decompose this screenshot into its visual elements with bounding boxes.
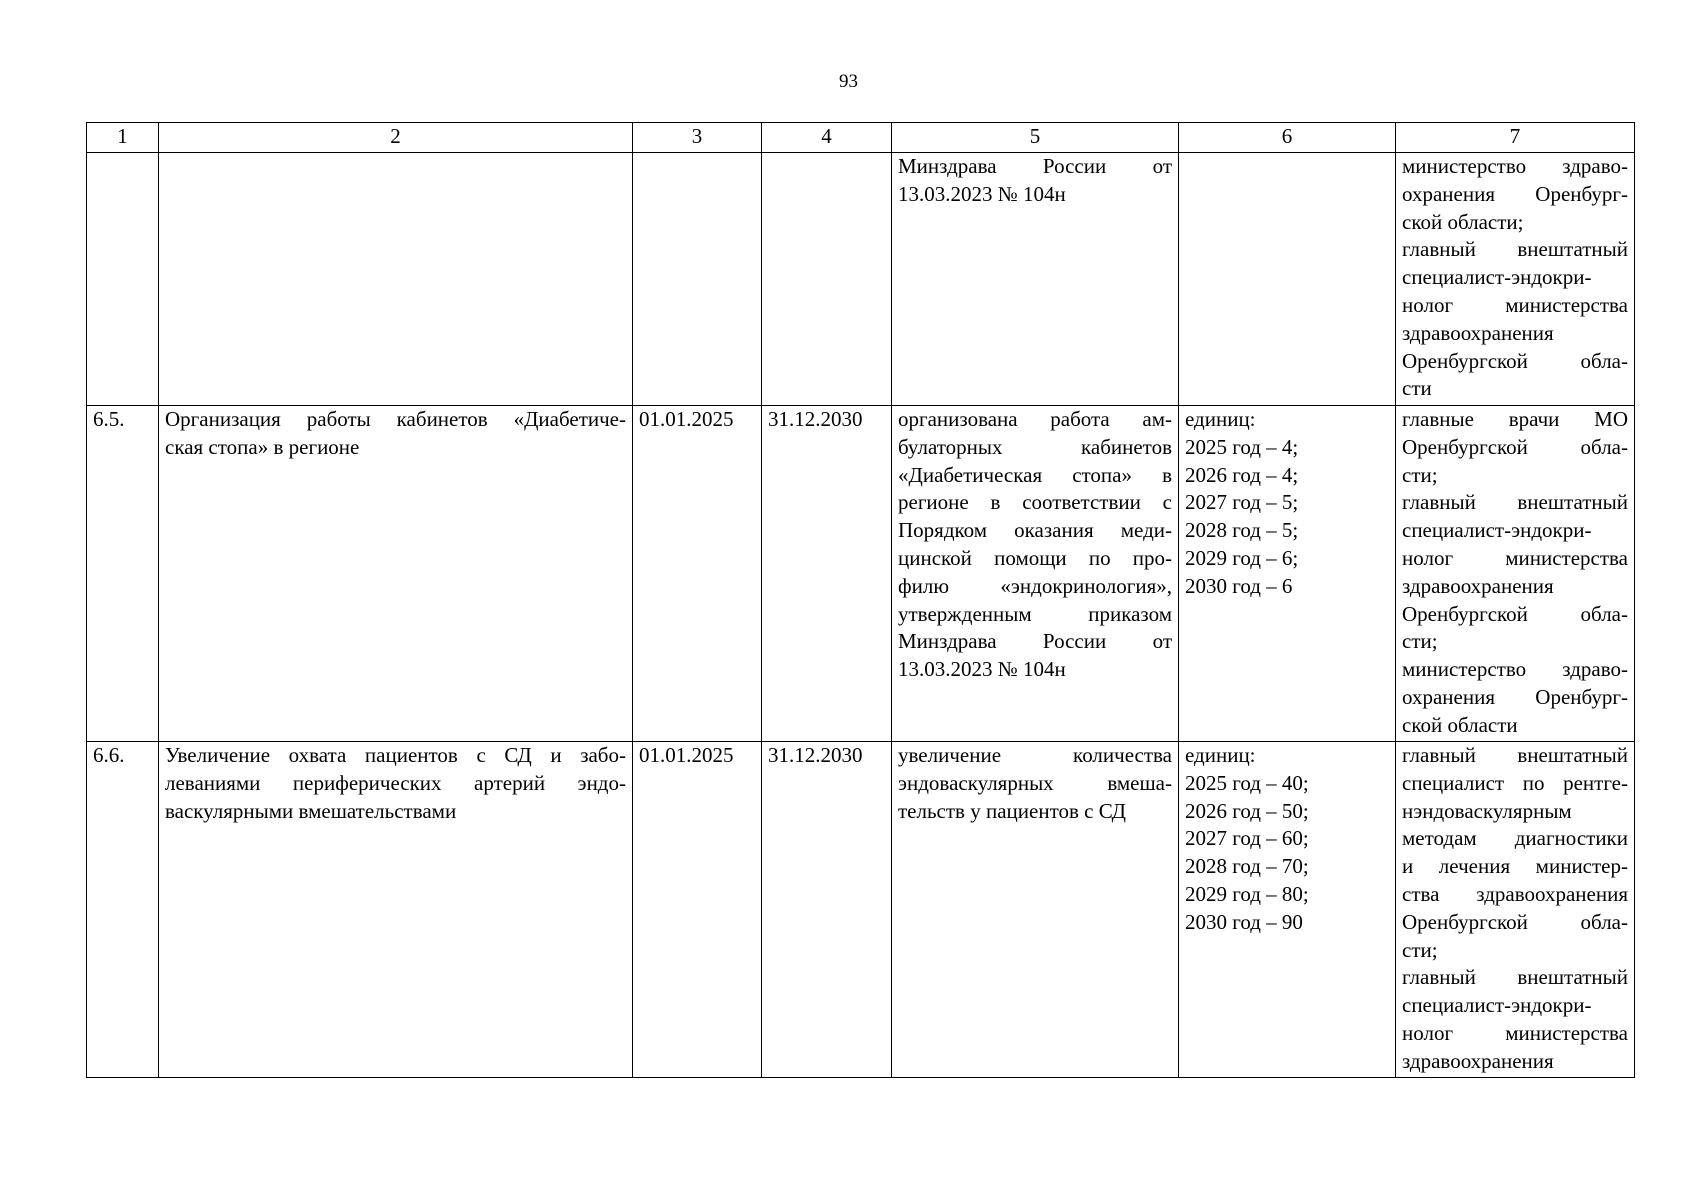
column-header-1: 1 bbox=[87, 123, 159, 153]
result-line: организована работа ам- bbox=[898, 407, 1172, 431]
result-line: регионе в соответствии с bbox=[898, 490, 1172, 515]
indicator-line: 2025 год – 40; bbox=[1185, 770, 1309, 795]
end-date-cell: 31.12.2030 bbox=[762, 406, 892, 742]
responsible-cell bbox=[1396, 742, 1635, 1078]
result-cell bbox=[892, 406, 1179, 742]
responsible-line: и лечения министер- bbox=[1402, 854, 1628, 879]
table-row bbox=[87, 742, 1635, 1078]
responsible-cell bbox=[1396, 406, 1635, 742]
result-line: увеличение количества bbox=[898, 743, 1172, 767]
start-date-cell bbox=[633, 153, 762, 406]
result-line: эндоваскулярных вмеша- bbox=[898, 770, 1172, 795]
measure-name-line: леваниями периферических артерий эндо- bbox=[165, 770, 626, 795]
responsible-line: охранения Оренбург- bbox=[1402, 181, 1628, 206]
end-date-cell: 31.12.2030 bbox=[762, 742, 892, 1078]
measure-name-line: ская стопа» в регионе bbox=[165, 434, 360, 459]
result-line: Минздрава России от bbox=[898, 629, 1172, 654]
responsible-line: здравоохранения bbox=[1402, 320, 1554, 345]
responsible-line: главный внештатный bbox=[1402, 965, 1628, 990]
result-line: цинской помощи по про- bbox=[898, 545, 1172, 570]
responsible-line: специалист по рентге- bbox=[1402, 770, 1628, 795]
indicator-line: 2030 год – 6 bbox=[1185, 573, 1293, 598]
responsible-line: ства здравоохранения bbox=[1402, 881, 1628, 906]
result-line: Порядком оказания меди- bbox=[898, 518, 1172, 543]
column-header-5: 5 bbox=[892, 123, 1179, 153]
measure-name-cell bbox=[159, 406, 633, 742]
responsible-line: нэндоваскулярным bbox=[1402, 798, 1572, 823]
indicator-line: единиц: bbox=[1185, 743, 1256, 767]
responsible-line: Оренбургской обла- bbox=[1402, 909, 1628, 934]
indicator-line: 2029 год – 80; bbox=[1185, 881, 1309, 906]
responsible-line: министерство здраво- bbox=[1402, 154, 1628, 178]
responsible-line: нолог министерства bbox=[1402, 545, 1628, 570]
responsible-cell bbox=[1396, 153, 1635, 406]
column-header-2: 2 bbox=[159, 123, 633, 153]
measures-table bbox=[86, 122, 1635, 1078]
indicator-line: 2029 год – 6; bbox=[1185, 545, 1299, 570]
page-number: 93 bbox=[839, 71, 858, 92]
column-number-row bbox=[87, 123, 1635, 153]
responsible-line: ской области; bbox=[1402, 209, 1524, 234]
indicator-line: 2026 год – 50; bbox=[1185, 798, 1309, 823]
end-date-cell bbox=[762, 153, 892, 406]
responsible-line: сти; bbox=[1402, 629, 1438, 654]
responsible-line: Оренбургской обла- bbox=[1402, 601, 1628, 626]
responsible-line: здравоохранения bbox=[1402, 1048, 1554, 1073]
responsible-line: Оренбургской обла- bbox=[1402, 348, 1628, 373]
result-line: 13.03.2023 № 104н bbox=[898, 181, 1066, 206]
result-line: утвержденным приказом bbox=[898, 601, 1172, 626]
measure-name-line: васкулярными вмешательствами bbox=[165, 798, 457, 823]
responsible-line: главный внештатный bbox=[1402, 490, 1628, 515]
column-header-6: 6 bbox=[1179, 123, 1396, 153]
start-date-cell: 01.01.2025 bbox=[633, 742, 762, 1078]
result-line: тельств у пациентов с СД bbox=[898, 798, 1126, 823]
result-line: филю «эндокринология», bbox=[898, 573, 1172, 598]
row-number-cell bbox=[87, 153, 159, 406]
measure-name-cell bbox=[159, 742, 633, 1078]
measure-name-cell bbox=[159, 153, 633, 406]
responsible-line: нолог министерства bbox=[1402, 292, 1628, 317]
column-header-4: 4 bbox=[762, 123, 892, 153]
responsible-line: здравоохранения bbox=[1402, 573, 1554, 598]
responsible-line: министерство здраво- bbox=[1402, 657, 1628, 682]
responsible-line: ской области bbox=[1402, 712, 1518, 737]
indicator-line: 2027 год – 60; bbox=[1185, 826, 1309, 851]
result-line: «Диабетическая стопа» в bbox=[898, 462, 1172, 487]
table-row bbox=[87, 153, 1635, 406]
indicator-cell bbox=[1179, 153, 1396, 406]
responsible-line: охранения Оренбург- bbox=[1402, 684, 1628, 709]
row-number-cell: 6.6. bbox=[87, 742, 159, 1078]
responsible-line: специалист-эндокри- bbox=[1402, 518, 1592, 543]
column-header-7: 7 bbox=[1396, 123, 1635, 153]
responsible-line: сти; bbox=[1402, 937, 1438, 962]
indicator-cell bbox=[1179, 742, 1396, 1078]
responsible-line: специалист-эндокри- bbox=[1402, 265, 1592, 290]
responsible-line: Оренбургской обла- bbox=[1402, 434, 1628, 459]
responsible-line: сти; bbox=[1402, 462, 1438, 487]
column-header-3: 3 bbox=[633, 123, 762, 153]
responsible-line: главные врачи МО bbox=[1402, 407, 1628, 431]
start-date-cell: 01.01.2025 bbox=[633, 406, 762, 742]
indicator-line: 2030 год – 90 bbox=[1185, 909, 1303, 934]
indicator-line: 2027 год – 5; bbox=[1185, 490, 1299, 515]
indicator-line: 2028 год – 5; bbox=[1185, 518, 1299, 543]
responsible-line: главный внештатный bbox=[1402, 743, 1628, 767]
result-line: булаторных кабинетов bbox=[898, 434, 1172, 459]
indicator-line: единиц: bbox=[1185, 407, 1256, 431]
measure-name-line: Организация работы кабинетов «Диабетиче- bbox=[165, 407, 626, 431]
indicator-cell bbox=[1179, 406, 1396, 742]
result-cell bbox=[892, 742, 1179, 1078]
responsible-line: методам диагностики bbox=[1402, 826, 1628, 851]
indicator-line: 2026 год – 4; bbox=[1185, 462, 1299, 487]
responsible-line: специалист-эндокри- bbox=[1402, 993, 1592, 1018]
result-line: 13.03.2023 № 104н bbox=[898, 657, 1066, 682]
indicator-line: 2028 год – 70; bbox=[1185, 854, 1309, 879]
indicator-line: 2025 год – 4; bbox=[1185, 434, 1299, 459]
table-row bbox=[87, 406, 1635, 742]
row-number-cell: 6.5. bbox=[87, 406, 159, 742]
result-cell bbox=[892, 153, 1179, 406]
responsible-line: нолог министерства bbox=[1402, 1020, 1628, 1045]
responsible-line: сти bbox=[1402, 376, 1432, 401]
responsible-line: главный внештатный bbox=[1402, 237, 1628, 262]
result-line: Минздрава России от bbox=[898, 154, 1172, 178]
measure-name-line: Увеличение охвата пациентов с СД и забо- bbox=[165, 743, 626, 767]
